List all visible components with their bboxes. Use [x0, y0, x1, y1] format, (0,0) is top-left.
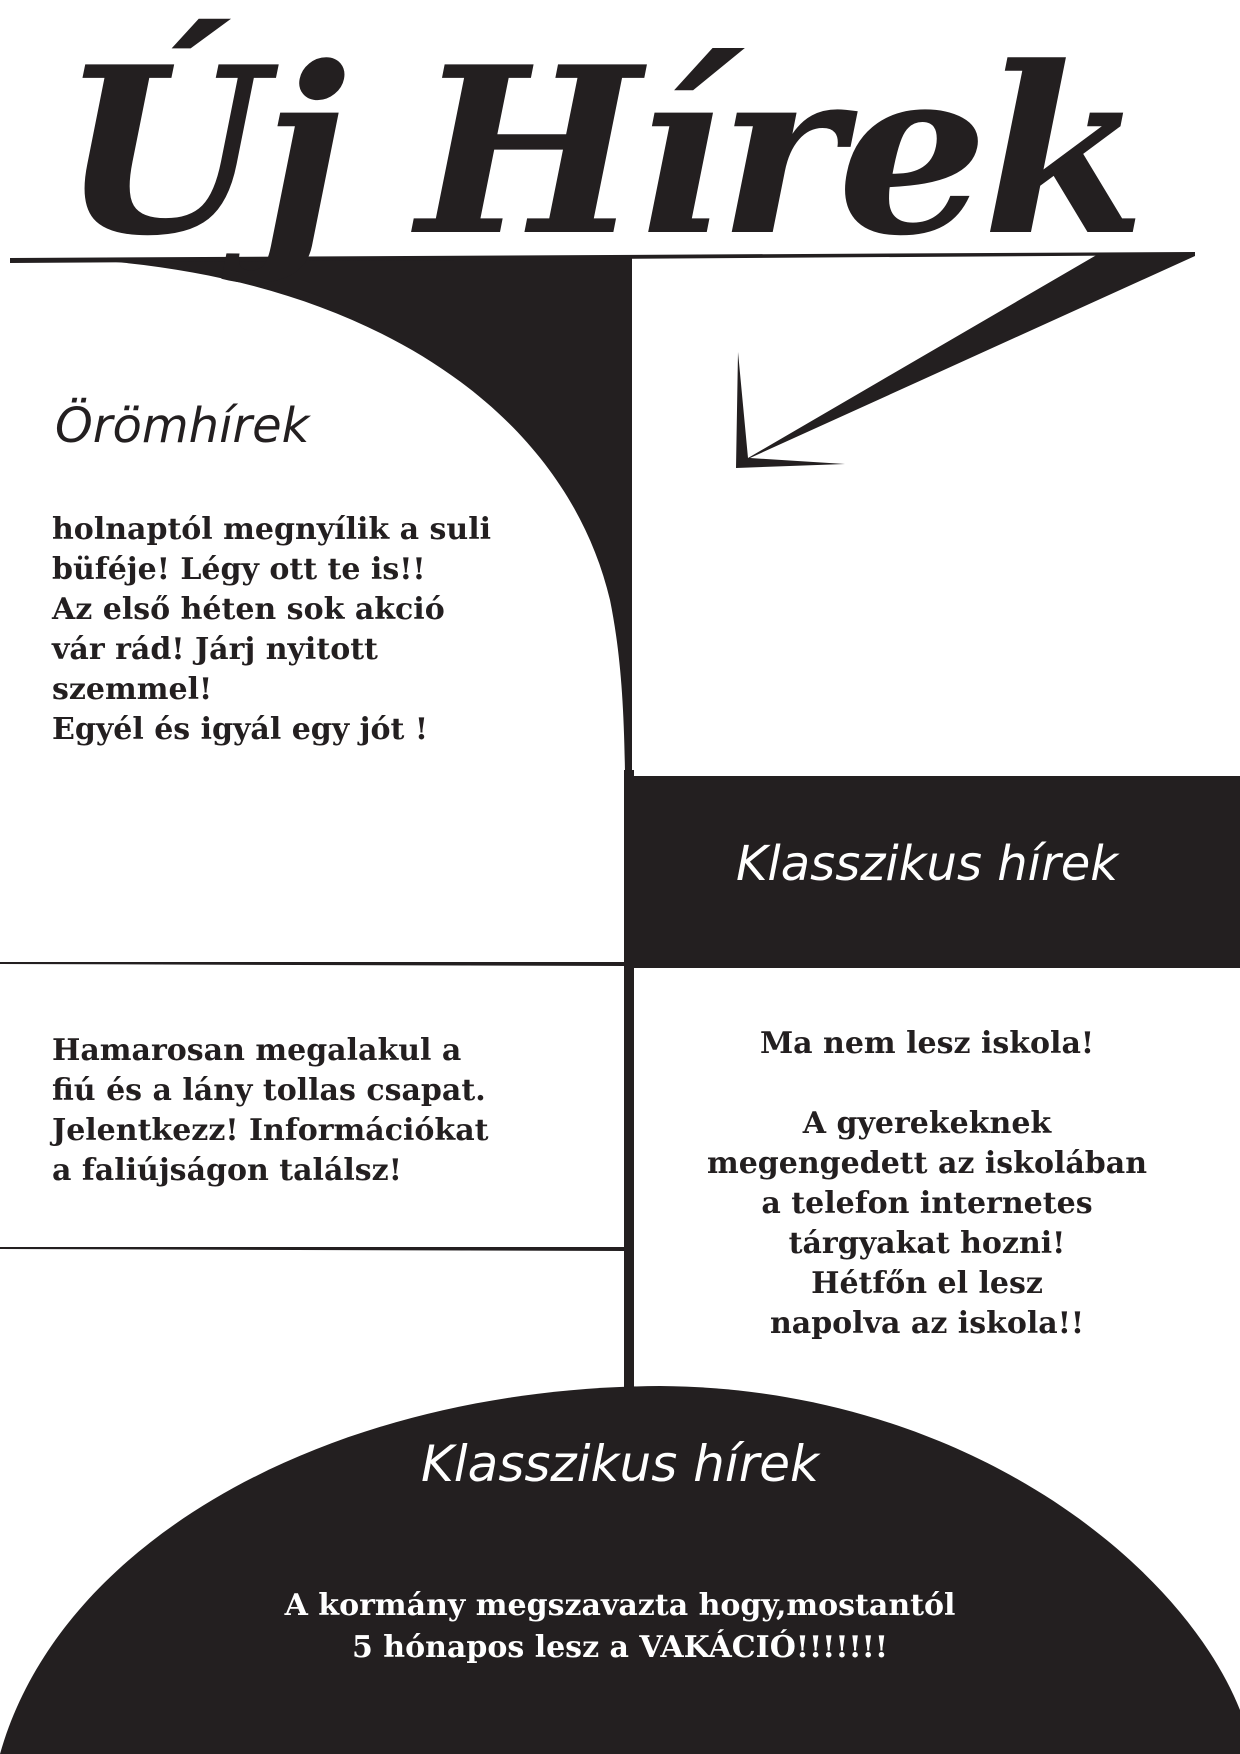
iskola-text [628, 1024, 1226, 1344]
text-line: 5 hónapos lesz a VAKÁCIÓ!!!!!!! [351, 1630, 889, 1665]
klasszikus-heading-bottom: Klasszikus hírek [421, 1435, 819, 1493]
klasszikus-heading-top: Klasszikus hírek [735, 836, 1119, 892]
text-line: vár rád! Járj nyitott [52, 632, 378, 667]
vakacio-text [0, 1585, 1240, 1669]
text-line: napolva az iskola!! [769, 1306, 1085, 1341]
text-line: a faliújságon találsz! [52, 1153, 402, 1188]
oromhirek-text [52, 510, 491, 750]
text-line: Hétfőn el lesz [811, 1266, 1043, 1301]
text-line: fiú és a lány tollas csapat. [52, 1073, 486, 1108]
text-line: A kormány megszavazta hogy,mostantól [284, 1588, 956, 1623]
text-line: Egyél és igyál egy jót ! [52, 712, 428, 747]
text-line: megengedett az iskolában [706, 1146, 1148, 1181]
text-line: Ma nem lesz iskola! [759, 1026, 1095, 1061]
text-line: a telefon internetes [761, 1186, 1093, 1221]
text-line: büféje! Légy ott te is!! [52, 552, 426, 587]
text-line: Az első héten sok akció [52, 592, 445, 627]
tollas-text [52, 1031, 489, 1191]
text-line: szemmel! [52, 672, 213, 707]
masthead-title: Új Hírek [60, 17, 1140, 287]
horizontal-rule-upper [0, 962, 624, 966]
text-line: Jelentkezz! Információkat [52, 1113, 489, 1148]
text-line-blank [628, 1064, 1226, 1104]
oromhirek-heading: Örömhírek [55, 398, 310, 454]
horizontal-rule-lower [0, 1247, 624, 1251]
masthead [0, 0, 1240, 300]
text-line: holnaptól megnyílik a suli [52, 512, 491, 547]
text-line: A gyerekeknek [802, 1106, 1052, 1141]
text-line: tárgyakat hozni! [788, 1226, 1066, 1261]
text-line: Hamarosan megalakul a [52, 1033, 462, 1068]
